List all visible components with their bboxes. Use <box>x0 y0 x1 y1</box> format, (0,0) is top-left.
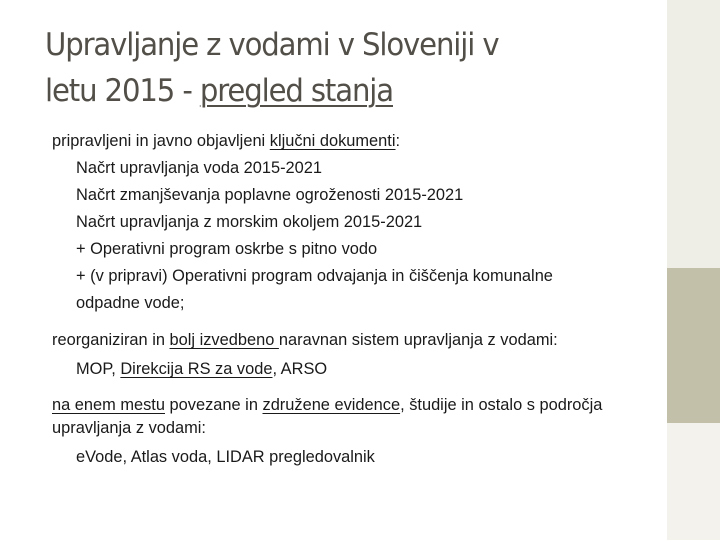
lead-text-end: , študije in ostalo s področja upravljanja z vodami: <box>52 396 603 437</box>
title-line-2 <box>45 68 609 114</box>
unified-records-lead <box>52 394 612 440</box>
side-bar-light-block <box>667 0 720 268</box>
list-item: Načrt zmanjševanja poplavne ogroženosti 2015-2021 <box>76 186 464 204</box>
reorganized-system-lead <box>52 329 592 352</box>
section-key-documents <box>52 128 632 317</box>
decorative-side-bar <box>667 0 720 540</box>
section-reorganized-system <box>52 329 632 383</box>
side-bar-accent-block <box>667 268 720 423</box>
title-line-2-prefix: letu 2015 - <box>45 73 200 109</box>
title-underlined-text: pregled stanja <box>199 73 393 109</box>
section-unified-records <box>52 394 632 471</box>
lead-underlined-text: na enem mestu <box>52 396 165 414</box>
item-text: MOP, <box>76 360 121 378</box>
item-underlined-text: Direkcija RS za vode <box>120 360 273 378</box>
slide-body <box>52 128 632 471</box>
list-item: Načrt upravljanja voda 2015-2021 <box>76 159 323 177</box>
list-item: + (v pripravi) Operativni program odvajanja in čiščenja komunalne <box>76 267 553 285</box>
list-item: Načrt upravljanja z morskim okoljem 2015-2021 <box>76 213 423 231</box>
lead-underlined-text: bolj izvedbeno <box>169 331 279 349</box>
side-bar-bottom-block <box>667 423 720 540</box>
list-item: + Operativni program oskrbe s pitno vodo <box>76 240 378 258</box>
item-text-end: , ARSO <box>272 360 328 378</box>
lead-underlined-text: ključni dokumenti <box>269 132 396 150</box>
lead-text: pripravljeni in javno objavljeni <box>52 132 270 150</box>
lead-underlined-text: združene evidence <box>262 396 401 414</box>
key-documents-lead <box>52 128 632 155</box>
lead-text-end: naravnan sistem upravljanja z vodami: <box>278 331 558 349</box>
lead-text: povezane in <box>164 396 263 414</box>
lead-text: reorganiziran in <box>52 331 170 349</box>
slide-title <box>45 22 609 114</box>
list-item-continuation: odpadne vode; <box>76 294 185 312</box>
title-line-1: Upravljanje z vodami v Sloveniji v <box>45 27 499 63</box>
list-item: eVode, Atlas voda, LIDAR pregledovalnik <box>76 448 375 466</box>
list-item <box>52 356 632 383</box>
lead-punctuation: : <box>395 132 401 150</box>
